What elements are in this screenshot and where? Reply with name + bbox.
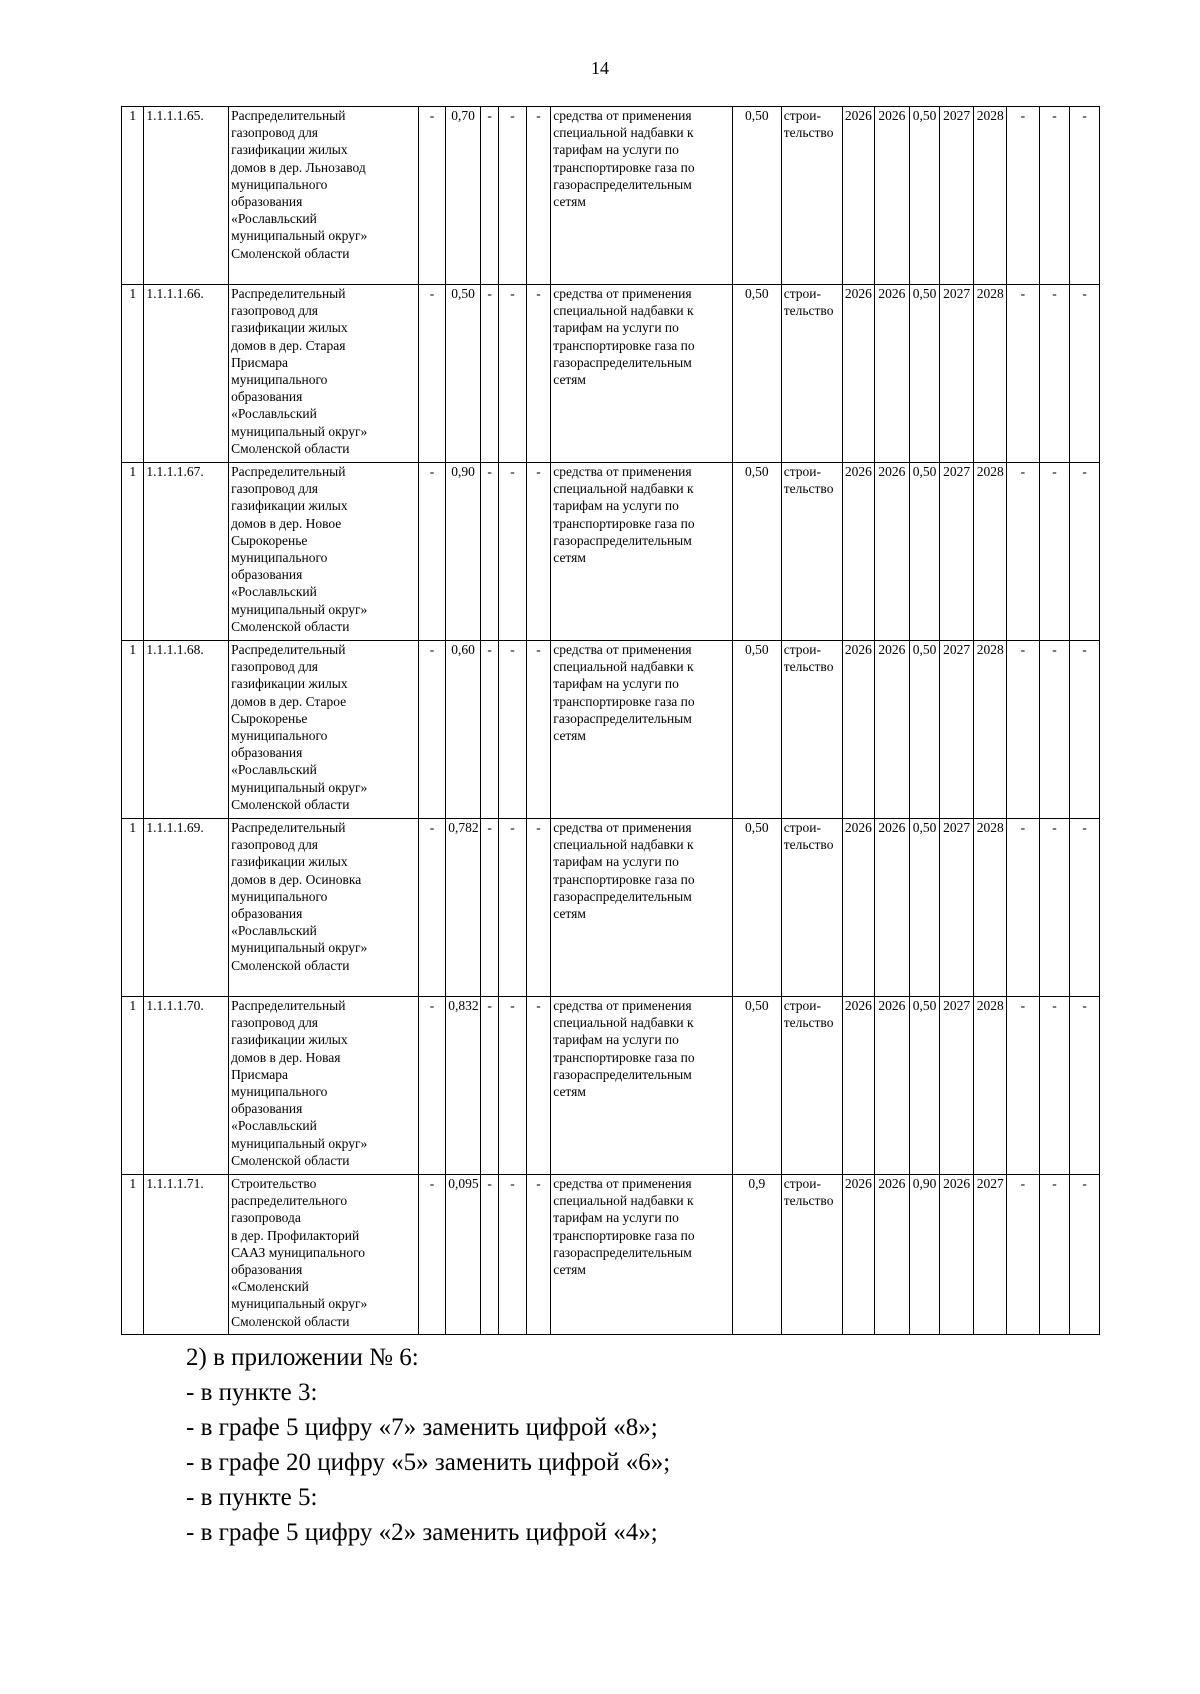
object-name-cell: Распределительный газопровод для газификации жилых домов в дер. Льнозавод муниципального образования «Рославльский муниципальный округ» Смоленской области: [229, 107, 419, 285]
dash-cell: -: [418, 107, 446, 285]
code-cell: 1.1.1.1.70.: [144, 997, 229, 1175]
dash-cell: -: [1039, 997, 1070, 1175]
object-name-cell: Распределительный газопровод для газификации жилых домов в дер. Новое Сырокоренье муниципального образования «Рославльский муниципальный округ» Смоленской области: [229, 463, 419, 641]
year-cell: 2028: [974, 285, 1007, 463]
code-cell: 1.1.1.1.68.: [144, 641, 229, 819]
dash-cell: -: [1039, 107, 1070, 285]
funding-source-cell: средства от применения специальной надбавки к тарифам на услуги по транспортировке газа по газораспределительным сетям: [551, 285, 733, 463]
dash-cell: -: [418, 641, 446, 819]
page-number: 14: [591, 58, 609, 78]
dash-cell: -: [499, 1175, 527, 1335]
dash-cell: -: [480, 819, 498, 997]
year-cell: 2028: [974, 463, 1007, 641]
amendment-line: 2) в приложении № 6:: [186, 1344, 419, 1371]
object-name-cell: Распределительный газопровод для газификации жилых домов в дер. Старая Присмара муниципального образования «Рославльский муниципальный округ» Смоленской области: [229, 285, 419, 463]
dash-cell: -: [499, 819, 527, 997]
length-cell: 0,832: [446, 997, 481, 1175]
table-row: [122, 997, 1100, 1175]
dash-cell: -: [526, 819, 550, 997]
dash-cell: -: [499, 997, 527, 1175]
dash-cell: -: [1039, 641, 1070, 819]
year-cell: 2026: [842, 997, 874, 1175]
index-cell: 1: [122, 463, 144, 641]
year-cell: 2028: [974, 107, 1007, 285]
length-cell: 0,50: [446, 285, 481, 463]
index-cell: 1: [122, 107, 144, 285]
length-cell: 0,095: [446, 1175, 481, 1335]
capacity-cell: 0,50: [732, 463, 781, 641]
dash-cell: -: [1007, 641, 1040, 819]
dash-cell: -: [1007, 819, 1040, 997]
capacity-cell: 0,50: [732, 285, 781, 463]
year-cell: 2027: [939, 463, 974, 641]
length-cell: 0,782: [446, 819, 481, 997]
dash-cell: -: [418, 463, 446, 641]
index-cell: 1: [122, 819, 144, 997]
index-cell: 1: [122, 285, 144, 463]
code-cell: 1.1.1.1.67.: [144, 463, 229, 641]
table-row: [122, 463, 1100, 641]
dash-cell: -: [499, 285, 527, 463]
year-cell: 2026: [874, 641, 910, 819]
table-row: [122, 107, 1100, 285]
code-cell: 1.1.1.1.66.: [144, 285, 229, 463]
capacity-cell: 0,50: [732, 997, 781, 1175]
length-cell: 0,70: [446, 107, 481, 285]
work-type-cell: строи- тельство: [781, 819, 842, 997]
dash-cell: -: [526, 107, 550, 285]
dash-cell: -: [1070, 1175, 1100, 1335]
dash-cell: -: [480, 997, 498, 1175]
dash-cell: -: [1039, 285, 1070, 463]
capacity-cell: 0,50: [732, 107, 781, 285]
year-cell: 2027: [939, 997, 974, 1175]
index-cell: 1: [122, 641, 144, 819]
investment-table: [121, 106, 1100, 1335]
dash-cell: -: [418, 997, 446, 1175]
funding-source-cell: средства от применения специальной надбавки к тарифам на услуги по транспортировке газа по газораспределительным сетям: [551, 819, 733, 997]
year-cell: 2026: [874, 107, 910, 285]
index-cell: 1: [122, 1175, 144, 1335]
dash-cell: -: [526, 641, 550, 819]
dash-cell: -: [1007, 997, 1040, 1175]
year-cell: 2028: [974, 997, 1007, 1175]
amendment-line: - в графе 5 цифру «2» заменить цифрой «4»;: [186, 1519, 658, 1546]
year-cell: 2027: [939, 819, 974, 997]
year-cell: 2026: [842, 1175, 874, 1335]
year-cell: 2026: [874, 285, 910, 463]
funding-source-cell: средства от применения специальной надбавки к тарифам на услуги по транспортировке газа по газораспределительным сетям: [551, 997, 733, 1175]
dash-cell: -: [480, 641, 498, 819]
capacity-cell: 0,50: [732, 819, 781, 997]
amendment-text: [186, 1340, 670, 1550]
work-type-cell: строи- тельство: [781, 641, 842, 819]
dash-cell: -: [1007, 107, 1040, 285]
dash-cell: -: [480, 107, 498, 285]
value-cell: 0,50: [910, 107, 940, 285]
work-type-cell: строи- тельство: [781, 463, 842, 641]
capacity-cell: 0,9: [732, 1175, 781, 1335]
year-cell: 2026: [842, 819, 874, 997]
dash-cell: -: [526, 285, 550, 463]
amendment-line: - в пункте 3:: [186, 1379, 318, 1406]
value-cell: 0,50: [910, 641, 940, 819]
dash-cell: -: [480, 285, 498, 463]
object-name-cell: Распределительный газопровод для газификации жилых домов в дер. Новая Присмара муниципального образования «Рославльский муниципальный округ» Смоленской области: [229, 997, 419, 1175]
dash-cell: -: [418, 285, 446, 463]
dash-cell: -: [1070, 285, 1100, 463]
year-cell: 2027: [939, 107, 974, 285]
dash-cell: -: [526, 997, 550, 1175]
year-cell: 2026: [874, 1175, 910, 1335]
code-cell: 1.1.1.1.71.: [144, 1175, 229, 1335]
index-cell: 1: [122, 997, 144, 1175]
year-cell: 2028: [974, 819, 1007, 997]
amendment-line: - в графе 20 цифру «5» заменить цифрой «6»;: [186, 1449, 671, 1476]
table-row: [122, 285, 1100, 463]
amendment-line: - в графе 5 цифру «7» заменить цифрой «8»;: [186, 1414, 658, 1441]
object-name-cell: Распределительный газопровод для газификации жилых домов в дер. Старое Сырокоренье муниципального образования «Рославльский муниципальный округ» Смоленской области: [229, 641, 419, 819]
object-name-cell: Строительство распределительного газопровода в дер. Профилакторий СААЗ муниципального образования «Смоленский муниципальный округ» Смоленской области: [229, 1175, 419, 1335]
table-row: [122, 641, 1100, 819]
dash-cell: -: [418, 1175, 446, 1335]
year-cell: 2026: [842, 463, 874, 641]
code-cell: 1.1.1.1.69.: [144, 819, 229, 997]
work-type-cell: строи- тельство: [781, 1175, 842, 1335]
amendment-line: - в пункте 5:: [186, 1484, 318, 1511]
value-cell: 0,50: [910, 997, 940, 1175]
dash-cell: -: [418, 819, 446, 997]
dash-cell: -: [480, 1175, 498, 1335]
funding-source-cell: средства от применения специальной надбавки к тарифам на услуги по транспортировке газа по газораспределительным сетям: [551, 1175, 733, 1335]
dash-cell: -: [499, 107, 527, 285]
year-cell: 2026: [874, 463, 910, 641]
object-name-cell: Распределительный газопровод для газификации жилых домов в дер. Осиновка муниципального образования «Рославльский муниципальный округ» Смоленской области: [229, 819, 419, 997]
funding-source-cell: средства от применения специальной надбавки к тарифам на услуги по транспортировке газа по газораспределительным сетям: [551, 641, 733, 819]
year-cell: 2027: [939, 285, 974, 463]
dash-cell: -: [1039, 819, 1070, 997]
capacity-cell: 0,50: [732, 641, 781, 819]
year-cell: 2026: [842, 641, 874, 819]
dash-cell: -: [499, 463, 527, 641]
year-cell: 2026: [874, 819, 910, 997]
work-type-cell: строи- тельство: [781, 997, 842, 1175]
year-cell: 2027: [974, 1175, 1007, 1335]
year-cell: 2026: [939, 1175, 974, 1335]
dash-cell: -: [1070, 819, 1100, 997]
dash-cell: -: [1039, 1175, 1070, 1335]
year-cell: 2026: [842, 285, 874, 463]
dash-cell: -: [1070, 107, 1100, 285]
dash-cell: -: [526, 463, 550, 641]
dash-cell: -: [1007, 285, 1040, 463]
dash-cell: -: [1039, 463, 1070, 641]
funding-source-cell: средства от применения специальной надбавки к тарифам на услуги по транспортировке газа по газораспределительным сетям: [551, 107, 733, 285]
table-row: [122, 1175, 1100, 1335]
dash-cell: -: [499, 641, 527, 819]
funding-source-cell: средства от применения специальной надбавки к тарифам на услуги по транспортировке газа по газораспределительным сетям: [551, 463, 733, 641]
dash-cell: -: [526, 1175, 550, 1335]
year-cell: 2028: [974, 641, 1007, 819]
value-cell: 0,50: [910, 819, 940, 997]
length-cell: 0,90: [446, 463, 481, 641]
dash-cell: -: [1070, 463, 1100, 641]
value-cell: 0,50: [910, 285, 940, 463]
year-cell: 2026: [842, 107, 874, 285]
dash-cell: -: [480, 463, 498, 641]
work-type-cell: строи- тельство: [781, 107, 842, 285]
dash-cell: -: [1070, 997, 1100, 1175]
dash-cell: -: [1007, 1175, 1040, 1335]
dash-cell: -: [1070, 641, 1100, 819]
work-type-cell: строи- тельство: [781, 285, 842, 463]
year-cell: 2027: [939, 641, 974, 819]
value-cell: 0,90: [910, 1175, 940, 1335]
code-cell: 1.1.1.1.65.: [144, 107, 229, 285]
length-cell: 0,60: [446, 641, 481, 819]
table-row: [122, 819, 1100, 997]
value-cell: 0,50: [910, 463, 940, 641]
year-cell: 2026: [874, 997, 910, 1175]
dash-cell: -: [1007, 463, 1040, 641]
